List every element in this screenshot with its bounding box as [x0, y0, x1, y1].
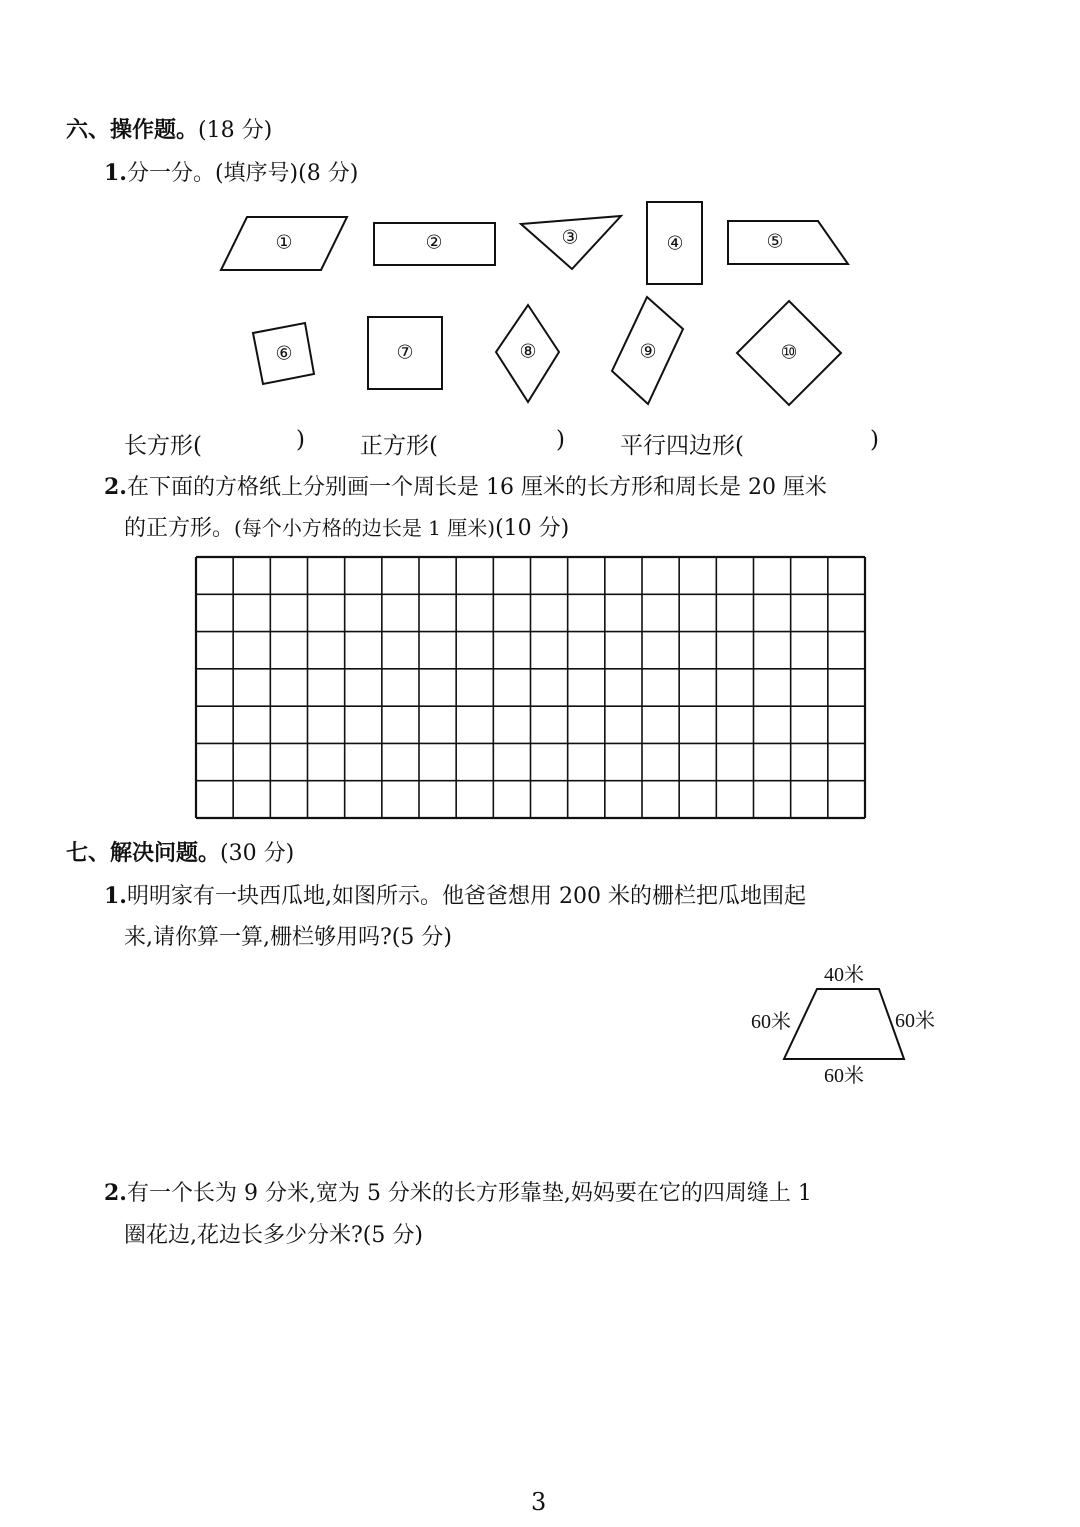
question-6-2-line2: [124, 511, 569, 542]
answer-close-parallelogram: ): [870, 427, 879, 453]
page-number: 3: [531, 1488, 547, 1516]
answer-parallelogram-close: [870, 427, 879, 453]
answer-square: [360, 427, 438, 460]
shape-label-1: ①: [275, 231, 293, 254]
answer-blank-square[interactable]: [452, 428, 552, 456]
shape-5-trapezoid: [728, 221, 848, 264]
answer-label-rectangle: 长方形(: [124, 433, 202, 459]
answer-label-parallelogram: 平行四边形(: [620, 433, 744, 459]
answer-rectangle: [124, 427, 202, 460]
question-text: 明明家有一块西瓜地,如图所示。他爸爸想用 200 米的栅栏把瓜地围起: [126, 884, 806, 909]
question-note: (每个小方格的边长是 1 厘米): [234, 516, 496, 540]
field-right-label: 60米: [895, 1010, 935, 1032]
shape-label-5: ⑤: [766, 230, 784, 253]
question-points: (10 分): [495, 516, 570, 541]
question-text-cont: 的正方形。: [124, 516, 235, 541]
question-7-2-line2: [124, 1218, 423, 1249]
question-number: 2.: [104, 474, 127, 500]
shape-label-8: ⑧: [519, 340, 537, 363]
answer-rectangle-close: [296, 427, 305, 453]
shape-label-3: ③: [561, 226, 579, 249]
question-7-1-line2: [124, 920, 452, 951]
question-7-1-line1: [104, 879, 806, 910]
question-number: 1.: [104, 160, 127, 186]
question-text: 在下面的方格纸上分别画一个周长是 16 厘米的长方形和周长是 20 厘米: [126, 475, 827, 500]
shape-label-2: ②: [425, 231, 443, 254]
question-6-2-line1: [104, 470, 827, 501]
section6-title-text: 六、操作题。: [66, 117, 199, 143]
answer-blank-parallelogram[interactable]: [770, 428, 866, 456]
question-text-cont: 来,请你算一算,栅栏够用吗?(5 分): [124, 925, 452, 950]
question-number: 2.: [104, 1180, 127, 1206]
grid-paper[interactable]: [196, 557, 865, 818]
section6-points: (18 分): [198, 118, 273, 143]
answer-parallelogram: [620, 427, 744, 460]
shape-label-6: ⑥: [275, 342, 293, 365]
shape-label-10: ⑩: [780, 341, 798, 364]
question-text: 有一个长为 9 分米,宽为 5 分米的长方形靠垫,妈妈要在它的四周缝上 1: [126, 1181, 812, 1206]
answer-close-square: ): [556, 427, 565, 453]
shape-label-7: ⑦: [396, 341, 414, 364]
field-trapezoid: [784, 989, 904, 1059]
section7-points: (30 分): [220, 841, 295, 866]
question-text-cont: 圈花边,花边长多少分米?(5 分): [124, 1223, 423, 1248]
shape-label-4: ④: [666, 232, 684, 255]
field-top-label: 40米: [824, 964, 864, 986]
question-number: 1.: [104, 883, 127, 909]
question-text: 分一分。(填序号): [126, 161, 299, 186]
section7-title-text: 七、解决问题。: [66, 840, 221, 866]
answer-square-close: [556, 427, 565, 453]
question-7-2-line1: [104, 1176, 812, 1207]
shape-label-9: ⑨: [639, 340, 657, 363]
field-left-label: 60米: [751, 1011, 791, 1033]
answer-close-rectangle: ): [296, 427, 305, 453]
answer-blank-rectangle[interactable]: [216, 428, 294, 456]
answer-label-square: 正方形(: [360, 433, 438, 459]
question-points: (8 分): [298, 161, 359, 186]
field-bottom-label: 60米: [824, 1065, 864, 1087]
section7-title: [66, 836, 294, 867]
